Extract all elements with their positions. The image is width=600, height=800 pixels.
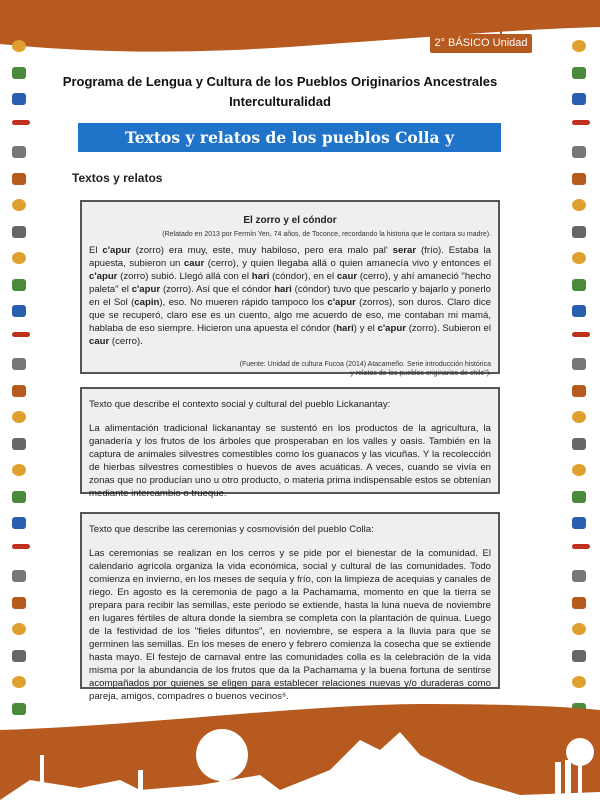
story-segment: (cerro), y ahí amaneció "hecho paleta" el <box>89 271 491 295</box>
story-term: c'apur <box>102 245 131 256</box>
story-term: serar <box>392 245 417 256</box>
story-segment: El <box>89 245 103 256</box>
condor-icon <box>12 597 26 609</box>
warrior-icon <box>572 146 586 158</box>
sun-motif-icon <box>12 252 26 264</box>
sun-motif-icon <box>572 252 586 264</box>
story-segment: ) y el <box>353 323 378 334</box>
sun-motif-icon <box>12 464 26 476</box>
blue-figure-icon <box>12 305 26 317</box>
fox-icon <box>12 120 30 125</box>
diamond-motif-icon <box>572 623 586 635</box>
story-title: El zorro y el cóndor <box>243 215 337 226</box>
fox-icon <box>12 544 30 549</box>
program-subtitle: Interculturalidad <box>229 94 331 109</box>
section-banner: Textos y relatos de los pueblos Colla y Lickanantay <box>78 123 501 152</box>
pot-icon <box>572 226 586 238</box>
diamond-motif-icon <box>12 199 26 211</box>
warrior-icon <box>572 358 586 370</box>
story-term: c'apur <box>89 271 118 282</box>
condor-icon <box>572 385 586 397</box>
blue-figure-icon <box>12 517 26 529</box>
fox-icon <box>572 544 590 549</box>
pot-icon <box>12 438 26 450</box>
figure-icon <box>12 491 26 503</box>
story-segment: (zorros), son duros. Claro dice que se recuperó, claro ese es un cuento, algo me acuerdo de eso, me contaban mi mamá, hablaba de eso siempre. Hicieron una apuesta el cóndor ( <box>89 297 491 334</box>
story-term: capin <box>134 297 160 308</box>
condor-icon <box>572 173 586 185</box>
blue-figure-icon <box>12 93 26 105</box>
condor-icon <box>12 385 26 397</box>
fox-icon <box>572 120 590 125</box>
bottom-landscape-band <box>0 700 600 800</box>
condor-icon <box>12 173 26 185</box>
fox-icon <box>572 332 590 337</box>
figure-icon <box>572 279 586 291</box>
warrior-icon <box>572 570 586 582</box>
diamond-motif-icon <box>572 411 586 423</box>
story-term: caur <box>336 271 358 282</box>
story-segment: (cerro), y quien llegaba allá o quien amanecía vivo y entonces el <box>204 258 491 269</box>
program-title: Programa de Lengua y Cultura de los Pueblos Originarios Ancestrales <box>62 74 498 89</box>
pot-icon <box>12 226 26 238</box>
fox-icon <box>12 332 30 337</box>
story-source: (Fuente: Unidad de cultura Fucoa (2014) Atacameño. Serie introducción histórica y relatos de los pueblos originarios de chile"). <box>239 361 491 377</box>
blue-figure-icon <box>572 305 586 317</box>
section-heading: Textos y relatos <box>72 171 163 185</box>
diamond-motif-icon <box>572 199 586 211</box>
pot-icon <box>12 650 26 662</box>
diamond-motif-icon <box>12 411 26 423</box>
warrior-icon <box>12 570 26 582</box>
story-term: hari <box>251 271 270 282</box>
story-credit: (Relatado en 2013 por Fermín Yen, 74 años, de Toconce, recordando la historia que le contara su madre). <box>162 231 491 238</box>
figure-icon <box>12 67 26 79</box>
story-segment: (zorro). Así que el cóndor <box>160 284 275 295</box>
story-term: caur <box>183 258 205 269</box>
colla-heading: Texto que describe las ceremonias y cosmovisión del pueblo Colla: <box>89 524 374 535</box>
story-text <box>89 244 491 348</box>
story-segment: (zorro) era muy, este, muy habiloso, pero era malo pal' <box>130 245 393 256</box>
story-segment: (zorro). Subieron el <box>405 323 491 334</box>
pot-icon <box>572 650 586 662</box>
warrior-icon <box>12 358 26 370</box>
grade-unit-badge: 2° BÁSICO Unidad 2 <box>430 34 532 53</box>
story-term: hari <box>274 284 292 295</box>
lickanantay-box <box>80 387 500 499</box>
warrior-icon <box>12 146 26 158</box>
sun-motif-icon <box>572 40 586 52</box>
story-term: caur <box>89 336 110 347</box>
pot-icon <box>572 438 586 450</box>
condor-icon <box>572 597 586 609</box>
sun-motif-icon <box>12 40 26 52</box>
diamond-motif-icon <box>12 623 26 635</box>
figure-icon <box>572 491 586 503</box>
story-term: c'apur <box>377 323 406 334</box>
blue-figure-icon <box>572 517 586 529</box>
blue-figure-icon <box>572 93 586 105</box>
story-segment: (cerro). <box>109 336 143 347</box>
lickanantay-body: La alimentación tradicional lickanantay se sustentó en los productos de la agricultura, la ganadería y los frutos de los árboles que prosperaban en los valles y oasis. También en la captura de animales silvestres comestibles como los guanacos y las vicuñas. Y la recolección de hierbas silvestres comestibles o huevos de aves acuáticas. A veces, cuando se vivía en zonas que no producían uno u otro producto, o materia prima indispensable estos se obtenían mediante intercambio o trueque. <box>89 423 491 499</box>
sun-motif-icon <box>572 464 586 476</box>
story-segment: (cóndor), en el <box>269 271 337 282</box>
sun-motif-icon <box>572 676 586 688</box>
figure-icon <box>572 67 586 79</box>
colla-body: Las ceremonias se realizan en los cerros y se pide por el bienestar de la comunidad. El calendario agrícola organiza la vida económica, social y cultural de las comunidades. Todo comienza en invierno, en los meses de sequía y frío, con la limpieza de acequias y canales de riego. En agosto es la ceremonia de pago a la Pachamama, momento en que la tierra se prepara para recibir las semillas, este periodo se extiende, hasta la luna nueva de noviembre en lugares fértiles de altura donde la siembra se completa con la plantación de quinua. Luego de la festividad de los "fieles difuntos", en noviembre, se espera a la lluvia para que se germinen las semillas. En los meses de enero y febrero comienza la cosecha que se extiende hasta mayo. El festejo de carnaval entre las comunidades colla es la celebración de la vida misma por la abundancia de los frutos que da la Pachamama y la buena fortuna de sentirse acompañados por quienes se eligen para establecer relaciones nuevas y/o duraderas como pareja, amigos, compadres o buenos vecinos⁸. <box>89 548 491 702</box>
colla-box <box>80 512 500 702</box>
figure-icon <box>12 279 26 291</box>
story-term: hari <box>336 323 354 334</box>
story-segment: (frío). Estaba la apuesta, subieron un <box>89 245 492 269</box>
story-box <box>80 200 500 377</box>
story-segment: ), eso. No mueren rápido tampoco los <box>159 297 328 308</box>
sun-motif-icon <box>12 676 26 688</box>
story-segment: (cóndor) tuvo que pescarlo y bajarlo y ponerlo en el Sol ( <box>89 284 492 308</box>
story-term: c'apur <box>327 297 356 308</box>
story-term: c'apur <box>131 284 161 295</box>
story-segment: (zorro) subió. Llegó allá con el <box>117 271 252 282</box>
lickanantay-heading: Texto que describe el contexto social y cultural del pueblo Lickanantay: <box>89 399 391 410</box>
